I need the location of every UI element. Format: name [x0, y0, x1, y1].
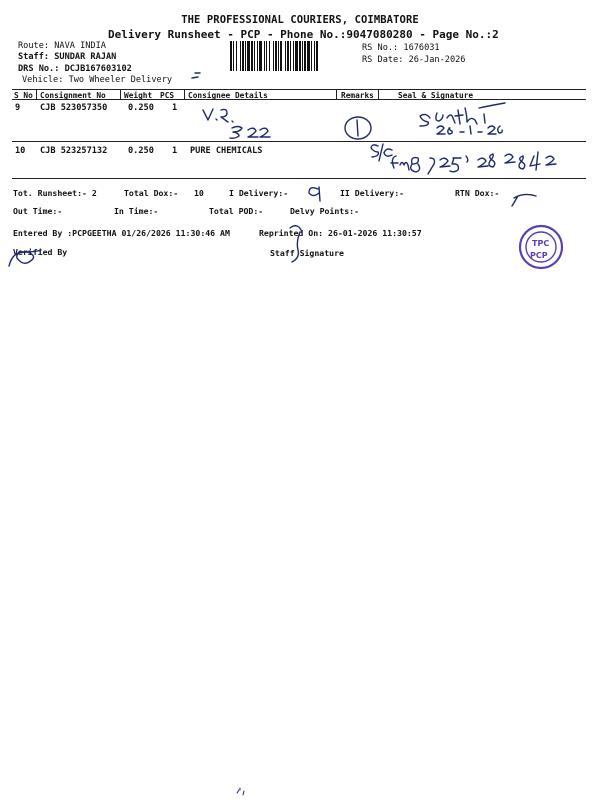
header-weight: Weight [124, 91, 153, 100]
handwritten-phone [411, 152, 556, 174]
table-bottom-border [12, 178, 586, 179]
row-1-sno: 9 [15, 103, 21, 113]
col-divider [378, 89, 379, 99]
vehicle-label: Vehicle: Two Wheeler Delivery [22, 75, 173, 85]
pen-mark [512, 194, 536, 206]
row-2-consignment: CJB 523257132 [40, 146, 108, 156]
row-1-consignment: CJB 523057350 [40, 103, 108, 113]
header-consignment: Consignment No [40, 91, 106, 100]
company-stamp [520, 226, 562, 268]
handwritten-number [230, 127, 270, 139]
in-time-label: In Time:- [114, 206, 159, 216]
header-pcs: PCS [160, 91, 175, 100]
header-remarks: Remarks [341, 91, 374, 100]
handwritten-initials [203, 109, 233, 122]
col-divider [336, 89, 337, 99]
route-label: Route: NAVA INDIA [18, 41, 106, 51]
rtn-dox-label: RTN Dox:- [455, 188, 500, 198]
total-dox-value: 10 [194, 188, 204, 198]
runsheet-subtitle: Delivery Runsheet - PCP - Phone No.:9047080280 - Page No.:2 [108, 28, 499, 41]
delvy-points-label: Delvy Points:- [290, 206, 360, 216]
handwritten-delivery-count [309, 187, 320, 201]
rs-number: RS No.: 1676031 [362, 43, 440, 53]
pen-mark [237, 788, 244, 795]
ii-delivery-label: II Delivery:- [340, 188, 405, 198]
col-divider [184, 89, 185, 99]
handwritten-signature [420, 103, 505, 126]
i-delivery-label: I Delivery:- [229, 188, 289, 198]
row-2-weight: 0.250 [128, 146, 154, 156]
rs-date: RS Date: 26-Jan-2026 [362, 55, 466, 65]
row-2-sno: 10 [15, 146, 26, 156]
table-row-divider [12, 141, 586, 142]
verified-by-label: Verified By [13, 247, 68, 257]
total-pod-label: Total POD:- [209, 206, 264, 216]
remarks-circle [345, 117, 371, 139]
barcode-bar [318, 41, 319, 71]
header-consignee-details: Consignee Details [188, 91, 268, 100]
handwritten-remark [371, 144, 409, 170]
table-top-border [12, 89, 586, 90]
stamp-line-1: TPC [532, 239, 550, 248]
header-seal-signature: Seal & Signature [398, 91, 474, 100]
stamp-line-2: PCP [530, 251, 548, 260]
row-1-weight: 0.250 [128, 103, 154, 113]
entered-by: Entered By :PCPGEETHA 01/26/2026 11:30:46 AM [13, 228, 230, 238]
reprinted-on: Reprinted On: 26-01-2026 11:30:57 [259, 228, 422, 238]
pen-mark [192, 73, 200, 78]
col-divider [120, 89, 121, 99]
header-sno: S No [14, 91, 33, 100]
row-1-pcs: 1 [172, 103, 178, 113]
staff-label: Staff: SUNDAR RAJAN [18, 52, 117, 62]
col-divider [36, 89, 37, 99]
drs-number: DRS No.: DCJB167603102 [18, 64, 132, 74]
total-dox-label: Total Dox:- [124, 188, 179, 198]
company-title: THE PROFESSIONAL COURIERS, COIMBATORE [181, 14, 419, 26]
tot-runsheet: Tot. Runsheet:- 2 [13, 188, 97, 198]
staff-signature-label: Staff Signature [270, 248, 344, 258]
handwritten-date [437, 126, 502, 134]
row-2-pcs: 1 [172, 146, 178, 156]
row-2-consignee: PURE CHEMICALS [190, 146, 263, 156]
barcode [230, 41, 358, 71]
out-time-label: Out Time:- [13, 206, 63, 216]
